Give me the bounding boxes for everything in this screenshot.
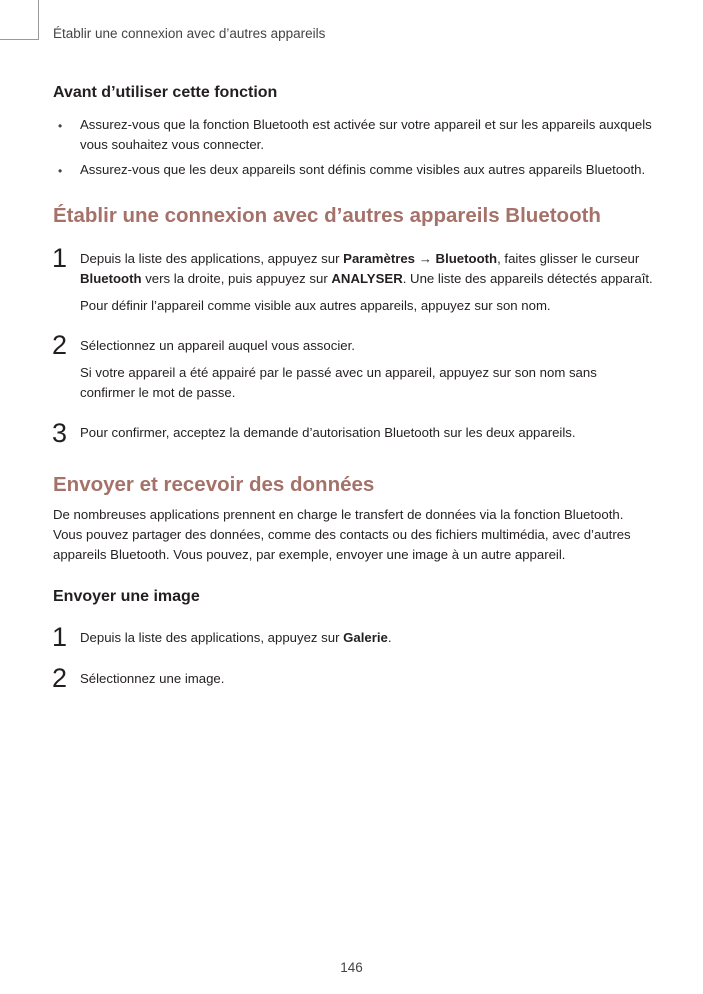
send-paragraph: De nombreuses applications prennent en charge le transfert de données via la fonction Bluetooth. Vous pouvez partager des données, comme des contacts ou des fichiers multimédia, avec d’autres appareils Bluetooth. Vous pouvez, par exemple, envoyer une image à un autre appareil.: [53, 507, 631, 562]
bullet-item-2: Assurez-vous que les deux appareils sont définis comme visibles aux autres appareils Bluetooth.: [80, 162, 646, 177]
step-number: 3: [52, 418, 68, 448]
bullet-item-1: Assurez-vous que la fonction Bluetooth est activée sur votre appareil et sur les appareils auxquels vous souhaitez vous connecter.: [80, 117, 652, 152]
connect-step-1-text: Depuis la liste des applications, appuyez sur Paramètres → Bluetooth, faites glisser le curseur Bluetooth vers la droite, puis appuyez sur ANALYSER. Une liste des appareils détectés apparaît.: [80, 251, 653, 286]
bullet-marker: •: [58, 164, 63, 178]
subheading-send-image: Envoyer une image: [53, 588, 200, 605]
connect-step-2-note: Si votre appareil a été appairé par le passé avec un appareil, appuyez sur son nom sans confirmer le mot de passe.: [80, 365, 597, 400]
step-number: 2: [52, 663, 68, 693]
page-number: 146: [340, 960, 363, 975]
send-step-2-text: Sélectionnez une image.: [80, 671, 225, 686]
step-number: 2: [52, 330, 68, 360]
step-number: 1: [52, 243, 68, 273]
bullet-marker: •: [58, 119, 63, 133]
corner-rule-vertical: [38, 0, 39, 40]
corner-rule-horizontal: [0, 39, 38, 40]
connect-step-1-note: Pour définir l’appareil comme visible aux autres appareils, appuyez sur son nom.: [80, 298, 551, 313]
section-heading-connect: Établir une connexion avec d’autres appareils Bluetooth: [53, 204, 601, 227]
connect-step-3-text: Pour confirmer, acceptez la demande d’autorisation Bluetooth sur les deux appareils.: [80, 425, 576, 440]
step-number: 1: [52, 622, 68, 652]
running-header: Établir une connexion avec d’autres appareils: [53, 26, 326, 41]
send-step-1-text: Depuis la liste des applications, appuyez sur Galerie.: [80, 630, 392, 645]
connect-step-2-text: Sélectionnez un appareil auquel vous associer.: [80, 338, 355, 353]
section-heading-before: Avant d’utiliser cette fonction: [53, 84, 278, 101]
section-heading-send: Envoyer et recevoir des données: [53, 473, 375, 496]
